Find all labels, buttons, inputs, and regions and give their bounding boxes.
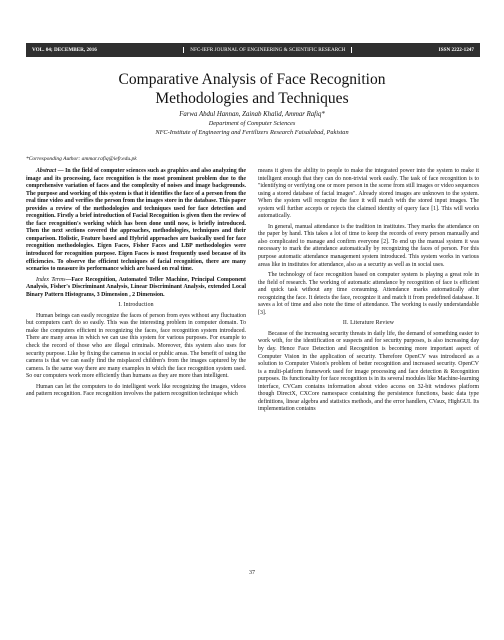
abstract-label: Abstract: [36, 168, 57, 174]
index-terms-label: Index Terms: [36, 276, 66, 283]
page-number: 37: [249, 570, 255, 576]
intro-paragraph-2: Human can let the computers to do intelligent work like recognizing the images, videos and pattern recognition. Face recognition involves the pattern recognition technique which: [26, 383, 246, 398]
paper-title: [40, 70, 464, 108]
volume-label: VOL. 04; DECEMBER, 2016: [32, 47, 97, 53]
corresponding-author: *Corresponding Author: ammar.rafiq@iefr.edu.pk: [26, 156, 137, 162]
author-list: Farwa Abdul Hannan, Zainab Khalid, Ammar Rafiq*: [179, 111, 325, 118]
left-column: [26, 168, 246, 399]
journal-header-bar: [26, 43, 480, 57]
abstract-text: — In the field of computer sciences such as graphics and also analyzing the image and its processing, face recognition is the most prominent problem due to the comprehensive variation of faces and the complexity of noises and image backgrounds. The purpose and working of this system is that it identifies the face of a person from the real time video and verifies the person from the images store in the database. This paper provides a review of the methodologies and techniques used for face detection and recognition. Firstly a brief introduction of Facial Recognition is given then the review of the face recognition's working which has been done until now, is briefly introduced. Then the next sections covered the approaches, methodologies, techniques and their comparison. Holistic, Feature based and Hybrid approaches are basically used for face recognition methodologies. Eigen Faces, Fisher Faces and LBP methodologies were introduced for recognition purpose. Eigen Faces is most frequently used because of its efficiencies. To observe the efficient techniques of facial recognition, there are many scenarios to measure its performance which are based on real time.: [26, 168, 246, 273]
issn-label: ISSN 2222-1247: [438, 47, 474, 53]
index-terms: [26, 277, 246, 300]
right-paragraph-4: Because of the increasing security threats in daily life, the demand of something easier to work with, for the identification or suspects and for security purposes, is also increasing day by day. Hence Face Detection and Recognition is becoming more important aspect of Computer Vision in the application of security. Therefore OpenCV was introduced as a solution to Computer Vision's problem of better recognition and increased security. OpenCV is a multi-platform framework used for image processing and face detection & Recognition purposes. Its functionality for face recognition is in its several modules like Machine-learning interface, CVCam contains information about video access on 32-bit windows platform though DirectX, CXCore namespace containing the persistence functions, basic data type definitions, linear algebra and statistics methods, and the error handlers, CVaux, HighGUI. Its implementation contains: [258, 330, 479, 413]
abstract: [26, 168, 246, 274]
index-terms-text: —Face Recognition, Automated Teller Machine, Principal Component Analysis, Fisher's Discriminant Analysis, Linear Discriminant Analysis, extended Local Binary Pattern Histograms, 3 Dimension , 2 Dimension.: [26, 276, 247, 298]
title-line-2: Methodologies and Techniques: [155, 90, 349, 107]
intro-paragraph-1: Human beings can easily recognize the faces of person from eyes without any fluctuation but computers can't do so easily. This was the interesting problem in computer domain. To make the computers efficient in recognizing the faces, face recognition system introduced. There are many areas in which we can use this system for various purposes. For example to check the record of those who are illegal criminals. Moreover, this system also uses for security purpose. Like by fixing the cameras in social or public areas. The benefit of using the camera is that we can easily find the misplaced children's from the images captured by the camera. Is the same way there are many examples in which the face recognition system used. So our computers work more efficiently than humans as they are more than intelligent.: [26, 312, 246, 380]
right-paragraph-2: In general, manual attendance is the tradition in institutes. They marks the attendance on the paper by hand. This takes a lot of time to keep the records of every person manually and also complicated to manage and confirm everyone [2]. To end up the manual system it was necessary to mark the attendance automatically by recognizing the faces of person. For this purpose automatic attendance management system introduced. This system works in various areas like in institutes for attendance, also as a security as well as in social uses.: [258, 223, 479, 268]
right-paragraph-3: The technology of face recognition based on computer system is playing a great role in the field of research. The working of automatic attendance by recognition of face is efficient and quick task without any time consuming. Attendance marks automatically after recognizing the face. It detects the face, recognize it and match it from predefined database. It saves a lot of time and also note the time of attendance. The working is easily understandable [3].: [258, 272, 479, 316]
affiliation-department: Department of Computer Sciences: [208, 120, 296, 127]
right-paragraph-1: means it gives the ability to people to make the integrated power into the system to make it intelligent enough that they can do non-trivial work easily. The task of face recognition is to "identifying or verifying one or more person in the scene from still images or video sequences using a stored database of facial images". Already stored images are unknown to the system. When the system will recognize the face it will match with the stored input images. The system will further accepts or rejects the claimed identity of query face [1]. This will works automatically.: [258, 168, 479, 220]
right-column: [258, 168, 479, 414]
title-line-1: Comparative Analysis of Face Recognition: [118, 71, 386, 88]
affiliation-institute: NFC-Institute of Engineering and Fertilizers Research Faisalabad, Pakistan: [155, 129, 349, 136]
section-literature-review-heading: II. Literature Review: [342, 320, 395, 327]
section-introduction-heading: I. Introduction: [118, 302, 154, 309]
journal-name: NFC-IEFR JOURNAL OF ENGINEERING & SCIENTIFIC RESEARCH: [183, 47, 352, 53]
